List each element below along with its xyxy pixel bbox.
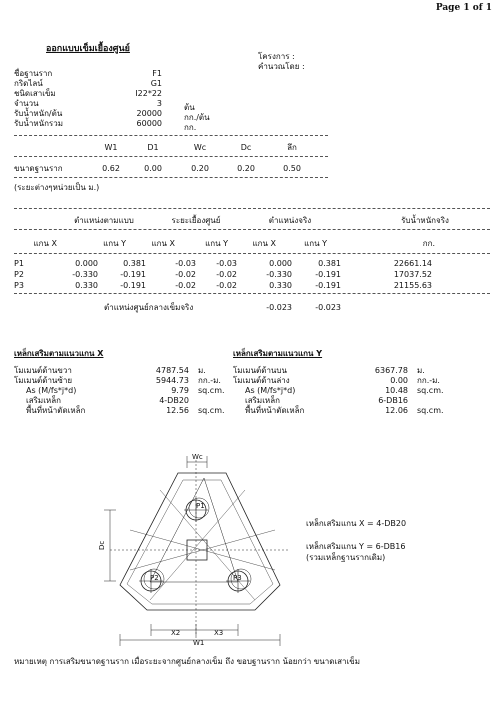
dim-value: 0.62 [102,164,120,173]
pile-group-header: ตำแหน่งจริง [268,216,312,225]
steel-label: พื้นที่หน้าตัดเหล็ก [245,406,305,415]
pile-cell: -0.191 [120,270,146,279]
calc-by-label: คำนวณโดย : [258,62,305,71]
steel-label: เสริมเหล็ก [245,396,280,405]
pile-cell: -0.02 [216,270,237,279]
centroid-x: -0.023 [266,303,292,312]
reinforcement-line [160,490,255,600]
info-label: จำนวน [14,99,39,108]
pile-sub-header: แกน Y [304,239,327,248]
steel-label: โมเมนต์ด้านล่าง [233,376,290,385]
steel-unit: ม. [198,366,206,375]
steel-value: 4787.54 [155,366,189,375]
pile-cell: 0.330 [269,281,292,290]
steel-label: โมเมนต์ด้านซ้าย [14,376,73,385]
x3-label: X3 [214,629,224,637]
steel-unit: sq.cm. [417,386,444,395]
info-unit: กก./ต้น [184,113,210,122]
pile-cell: -0.03 [175,259,196,268]
steel-label: As (M/fs*j*d) [26,386,77,395]
x2-label: X2 [171,629,181,637]
steel-value: 12.56 [166,406,189,415]
pile-sub-header: แกน X [252,239,276,248]
info-value: G1 [150,79,162,88]
p3-label: P3 [233,574,242,582]
info-label: กริดไลน์ [14,79,43,88]
info-value: 20000 [136,109,162,118]
dim-header: ลึก [287,143,297,152]
dc-label: Dc [98,540,106,550]
steel-value: 5944.73 [155,376,189,385]
pile-cell: 0.381 [318,259,341,268]
pile-cell: 0.000 [269,259,292,268]
pile-group-header: ตำแหน่งตามแบบ [74,216,134,225]
centroid-y: -0.023 [315,303,341,312]
pile-cell: 21155.63 [393,281,432,290]
pile-row-name: P2 [14,270,24,279]
pile-cell: -0.330 [72,270,98,279]
steel-label: โมเมนต์ด้านขวา [14,366,72,375]
steel-title: เหล็กเสริมตามแนวแกน X [14,349,104,358]
pile-cell: 0.381 [123,259,146,268]
info-label: ชื่อฐานราก [14,69,53,78]
pile-cell: -0.02 [216,281,237,290]
dim-header: Dc [240,143,252,152]
pile-cell: -0.02 [175,281,196,290]
steel-unit: ม. [417,366,425,375]
pile-sub-header: กก. [422,239,435,248]
dim-header: W1 [104,143,118,152]
rebar-note-x: เหล็กเสริมแกน X = 4-DB20 [306,519,407,528]
steel-unit: sq.cm. [417,406,444,415]
info-unit: กก. [184,123,197,132]
footer-note: หมายเหตุ การเสริมขนาดฐานราก เมื่อระยะจากศูนย์กลางเข็ม ถึง ขอบฐานราก น้อยกว่า ขนาดเสาเข็ม [14,657,361,666]
steel-label: พื้นที่หน้าตัดเหล็ก [26,406,86,415]
project-label: โครงการ : [258,52,295,61]
pile-row-name: P3 [14,281,24,290]
wc-label: Wc [192,453,203,461]
steel-value: 12.06 [385,406,408,415]
steel-unit: กก.-ม. [417,376,440,385]
steel-value: 6-DB16 [378,396,408,405]
dim-value: 0.00 [144,164,162,173]
steel-unit: sq.cm. [198,406,225,415]
pile-group-header: รับน้ำหนักจริง [401,216,449,225]
pile-cell: -0.191 [120,281,146,290]
pile-row-name: P1 [14,259,24,268]
dim-value: 0.20 [191,164,209,173]
steel-value: 0.00 [390,376,408,385]
page-title: ออกแบบเข็มเยื้องศูนย์ [46,44,130,54]
steel-label: โมเมนต์ด้านบน [233,366,287,375]
dim-value: 0.20 [237,164,255,173]
pile-group-header: ระยะเยื้องศูนย์ [171,216,221,225]
footing-outline [120,473,280,610]
steel-value: 6367.78 [374,366,408,375]
steel-value: 9.79 [171,386,189,395]
dim-header: D1 [147,143,159,152]
pile-cell: 17037.52 [393,270,432,279]
pile-sub-header: แกน X [33,239,57,248]
dim-header: Wc [193,143,207,152]
info-label: รับน้ำหนักรวม [14,119,63,128]
units-note: (ระยะต่างๆหน่วยเป็น ม.) [14,183,100,192]
info-value: 60000 [136,119,162,128]
pile-cell: 0.000 [75,259,98,268]
pile-sub-header: แกน Y [103,239,126,248]
info-value: I22*22 [135,89,162,98]
pile-cell: -0.03 [216,259,237,268]
p1-label: P1 [196,502,205,510]
steel-value: 10.48 [385,386,408,395]
steel-label: As (M/fs*j*d) [245,386,296,395]
pile-cell: -0.191 [315,281,341,290]
pile-cell: -0.330 [266,270,292,279]
dim-row-label: ขนาดฐานราก [14,164,63,173]
pile-sub-header: แกน Y [205,239,228,248]
page-number: Page 1 of 1 [435,3,492,13]
pile-cell: 0.330 [75,281,98,290]
info-value: 3 [156,99,162,108]
steel-label: เสริมเหล็ก [26,396,61,405]
centroid-label: ตำแหน่งศูนย์กลางเข็มจริง [104,303,194,312]
info-label: รับน้ำหนัก/ต้น [14,109,63,118]
info-label: ชนิดเสาเข็ม [14,89,56,98]
info-value: F1 [152,69,162,78]
steel-value: 4-DB20 [159,396,189,405]
w1-label: W1 [193,639,205,647]
dim-value: 0.50 [283,164,301,173]
steel-unit: sq.cm. [198,386,225,395]
rebar-note-y: เหล็กเสริมแกน Y = 6-DB16 [306,542,406,551]
info-unit: ต้น [184,103,195,112]
p2-label: P2 [150,574,159,582]
pile-cell: 22661.14 [393,259,432,268]
pile-sub-header: แกน X [151,239,175,248]
steel-title: เหล็กเสริมตามแนวแกน Y [233,349,323,358]
rebar-note-y-sub: (รวมเหล็กฐานรากเดิม) [306,553,386,562]
pile-cell: -0.02 [175,270,196,279]
steel-unit: กก.-ม. [198,376,221,385]
diagonal-line [204,478,238,582]
pile-cell: -0.191 [315,270,341,279]
